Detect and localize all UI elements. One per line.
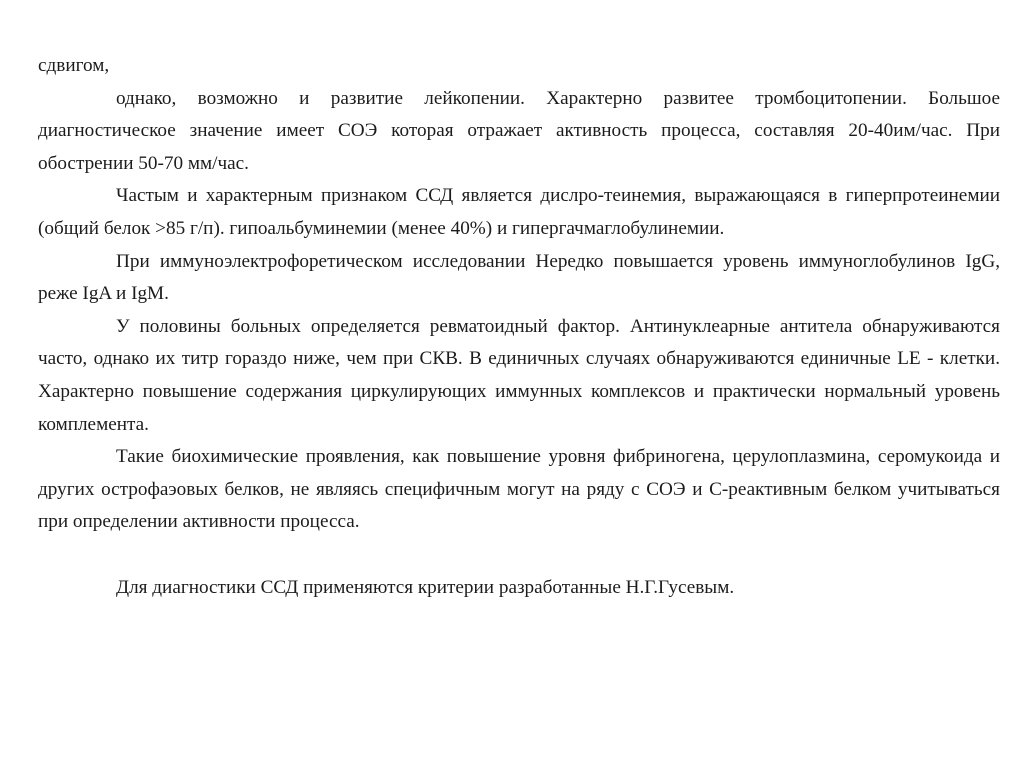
paragraph-dysproteinemia: Частым и характерным признаком ССД является дислро-теинемия, выражающаяся в гиперпротеинемии (общий белок >85 г/п). гипоальбуминемии (менее 40%) и гипергачмаглобулинемии. (38, 185, 1000, 239)
paragraph-continuation: сдвигом, (38, 55, 110, 76)
paragraph-criteria: Для диагностики ССД применяются критерии разработанные Н.Г.Гусевым. (116, 576, 735, 598)
paragraph-leukopenia: однако, возможно и развитие лейкопении. Характерно развитее тромбоцитопении. Большое диагностическое значение имеет СОЭ которая отражает активность процесса, составляя 20-40им/час. При обострении 50-70 мм/час. (38, 87, 1000, 174)
paragraph-biochemical: Такие биохимические проявления, как повышение уровня фибриногена, церулоплазмина, серомукоида и других острофаэовых белков, не являясь специфичным могут на ряду с СОЭ и С-реактивным белком учитываться при определении активности процесса. (38, 446, 1000, 533)
document-body (38, 50, 1000, 604)
paragraph-rheumatoid-factor: У половины больных определяется ревматоидный фактор. Антинуклеарные антитела обнаруживаются часто, однако их титр гораздо ниже, чем при СКВ. В единичных случаях обнаруживаются единичные LE - клетки. Характерно повышение содержания циркулирующих иммунных комплексов и практически нормальный уровень комплемента. (38, 315, 1000, 435)
paragraph-immunoelectrophoresis: При иммуноэлектрофоретическом исследовании Нередко повышается уровень иммуноглобулинов IgG, реже IgA и IgM. (38, 250, 1000, 305)
